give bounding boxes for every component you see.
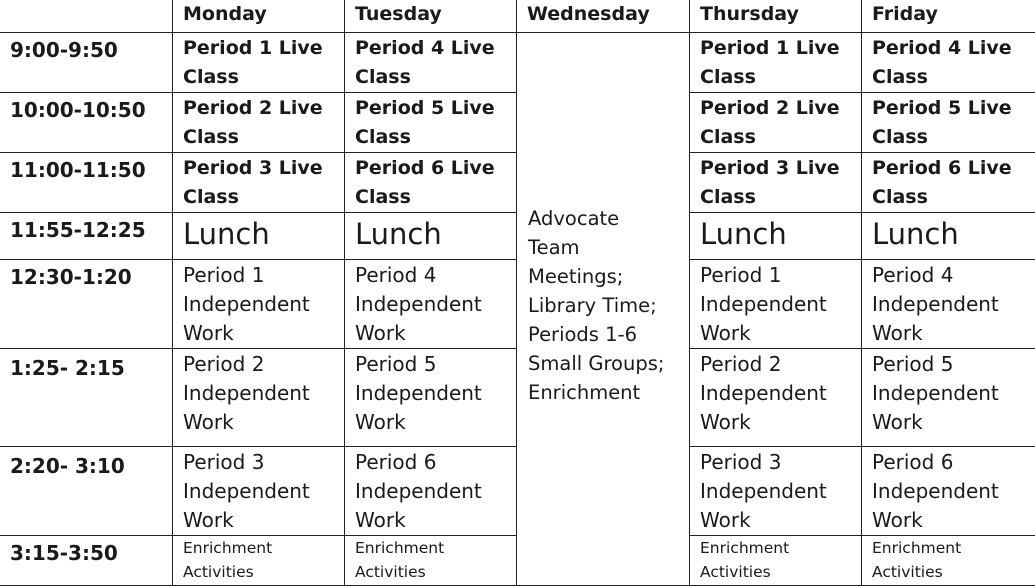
tuesday-cell: Period 4 Live Class — [345, 33, 517, 93]
thursday-cell: Period 2 Independent Work — [690, 349, 862, 447]
tuesday-cell: Period 6 Independent Work — [345, 447, 517, 536]
monday-cell: Period 2 Live Class — [173, 93, 345, 153]
header-monday: Monday — [173, 0, 345, 33]
time-cell: 3:15-3:50 — [0, 536, 173, 586]
monday-cell: Period 3 Live Class — [173, 153, 345, 213]
friday-cell: Period 5 Live Class — [862, 93, 1035, 153]
header-tuesday: Tuesday — [345, 0, 517, 33]
thursday-cell: Period 1 Independent Work — [690, 260, 862, 349]
friday-cell: Period 4 Independent Work — [862, 260, 1035, 349]
header-wednesday: Wednesday — [517, 0, 690, 33]
wednesday-cell — [517, 33, 690, 586]
monday-cell: Period 1 Live Class — [173, 33, 345, 93]
header-friday: Friday — [862, 0, 1035, 33]
time-cell: 11:00-11:50 — [0, 153, 173, 213]
tuesday-cell: Enrichment Activities — [345, 536, 517, 586]
tuesday-cell: Period 5 Live Class — [345, 93, 517, 153]
friday-cell: Period 6 Live Class — [862, 153, 1035, 213]
thursday-cell: Enrichment Activities — [690, 536, 862, 586]
time-cell: 2:20- 3:10 — [0, 447, 173, 536]
tuesday-cell: Lunch — [345, 213, 517, 260]
monday-cell: Period 1 Independent Work — [173, 260, 345, 349]
time-cell: 11:55-12:25 — [0, 213, 173, 260]
friday-cell: Lunch — [862, 213, 1035, 260]
monday-cell: Lunch — [173, 213, 345, 260]
monday-cell: Period 2 Independent Work — [173, 349, 345, 447]
tuesday-cell: Period 4 Independent Work — [345, 260, 517, 349]
header-thursday: Thursday — [690, 0, 862, 33]
friday-cell: Period 6 Independent Work — [862, 447, 1035, 536]
thursday-cell: Period 1 Live Class — [690, 33, 862, 93]
monday-cell: Enrichment Activities — [173, 536, 345, 586]
thursday-cell: Lunch — [690, 213, 862, 260]
corner-cell — [0, 0, 173, 33]
header-row — [0, 0, 1035, 33]
friday-cell: Period 4 Live Class — [862, 33, 1035, 93]
wednesday-text: Advocate Team Meetings; Library Time; Periods 1-6 Small Groups; Enrichment — [528, 204, 689, 407]
thursday-cell: Period 3 Independent Work — [690, 447, 862, 536]
time-cell: 10:00-10:50 — [0, 93, 173, 153]
time-cell: 1:25- 2:15 — [0, 349, 173, 447]
friday-cell: Enrichment Activities — [862, 536, 1035, 586]
time-cell: 12:30-1:20 — [0, 260, 173, 349]
thursday-cell: Period 2 Live Class — [690, 93, 862, 153]
table-row — [0, 33, 1035, 93]
tuesday-cell: Period 5 Independent Work — [345, 349, 517, 447]
tuesday-cell: Period 6 Live Class — [345, 153, 517, 213]
time-cell: 9:00-9:50 — [0, 33, 173, 93]
thursday-cell: Period 3 Live Class — [690, 153, 862, 213]
monday-cell: Period 3 Independent Work — [173, 447, 345, 536]
friday-cell: Period 5 Independent Work — [862, 349, 1035, 447]
